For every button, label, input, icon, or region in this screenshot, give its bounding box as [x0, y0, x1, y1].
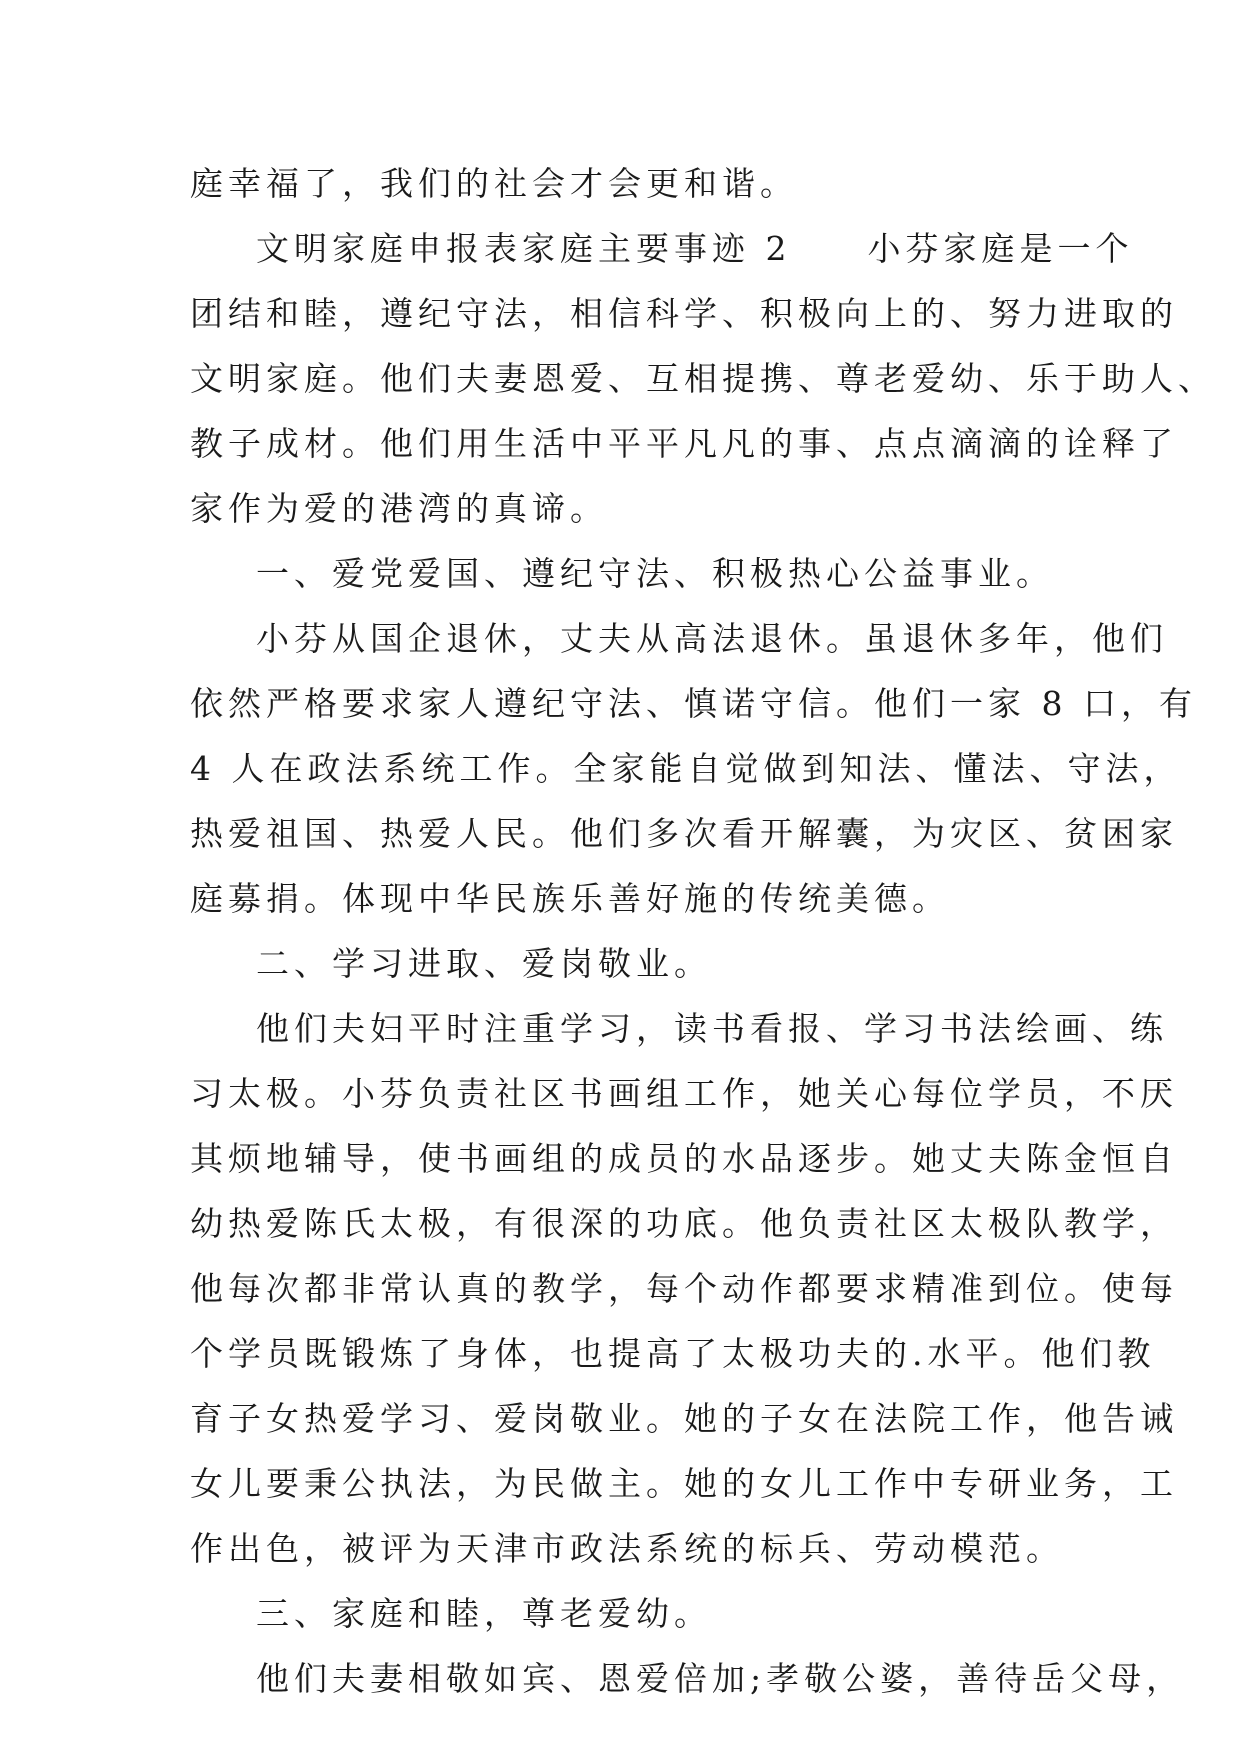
text-line: 二、学习进取、爱岗敬业。	[256, 944, 712, 983]
text-line: 教子成材。他们用生活中平平凡凡的事、点点滴滴的诠释了	[190, 424, 1178, 463]
text-line: 女儿要秉公执法，为民做主。她的女儿工作中专研业务，工	[190, 1464, 1178, 1503]
text-line: 其烦地辅导，使书画组的成员的水品逐步。她丈夫陈金恒自	[190, 1139, 1178, 1178]
text-line: 他们夫妇平时注重学习，读书看报、学习书法绘画、练	[256, 1009, 1168, 1048]
text-line: 个学员既锻炼了身体，也提高了太极功夫的.水平。他们教	[190, 1334, 1156, 1373]
text-line: 作出色，被评为天津市政法系统的标兵、劳动模范。	[190, 1529, 1064, 1568]
text-line: 他们夫妻相敬如宾、恩爱倍加;孝敬公婆，善待岳父母，	[256, 1659, 1185, 1698]
text-line: 文明家庭。他们夫妻恩爱、互相提携、尊老爱幼、乐于助人、	[190, 359, 1216, 398]
text-line: 幼热爱陈氏太极，有很深的功底。他负责社区太极队教学，	[190, 1204, 1178, 1243]
text-line: 小芬从国企退休，丈夫从高法退休。虽退休多年，他们	[256, 619, 1168, 658]
text-line: 一、爱党爱国、遵纪守法、积极热心公益事业。	[256, 554, 1054, 593]
text-line: 热爱祖国、热爱人民。他们多次看开解囊，为灾区、贫困家	[190, 814, 1178, 853]
text-line: 庭募捐。体现中华民族乐善好施的传统美德。	[190, 879, 950, 918]
text-line: 育子女热爱学习、爱岗敬业。她的子女在法院工作，他告诫	[190, 1399, 1178, 1438]
text-line: 文明家庭申报表家庭主要事迹 2 小芬家庭是一个	[256, 229, 1134, 268]
text-line: 庭幸福了，我们的社会才会更和谐。	[190, 164, 798, 203]
text-line: 依然严格要求家人遵纪守法、慎诺守信。他们一家 8 口，有	[190, 684, 1197, 723]
text-line: 他每次都非常认真的教学，每个动作都要求精准到位。使每	[190, 1269, 1178, 1308]
text-line: 习太极。小芬负责社区书画组工作，她关心每位学员，不厌	[190, 1074, 1178, 1113]
text-line: 三、家庭和睦，尊老爱幼。	[256, 1594, 712, 1633]
text-line: 团结和睦，遵纪守法，相信科学、积极向上的、努力进取的	[190, 294, 1178, 333]
text-line: 家作为爱的港湾的真谛。	[190, 489, 608, 528]
text-line: 4 人在政法系统工作。全家能自觉做到知法、懂法、守法，	[190, 749, 1182, 788]
